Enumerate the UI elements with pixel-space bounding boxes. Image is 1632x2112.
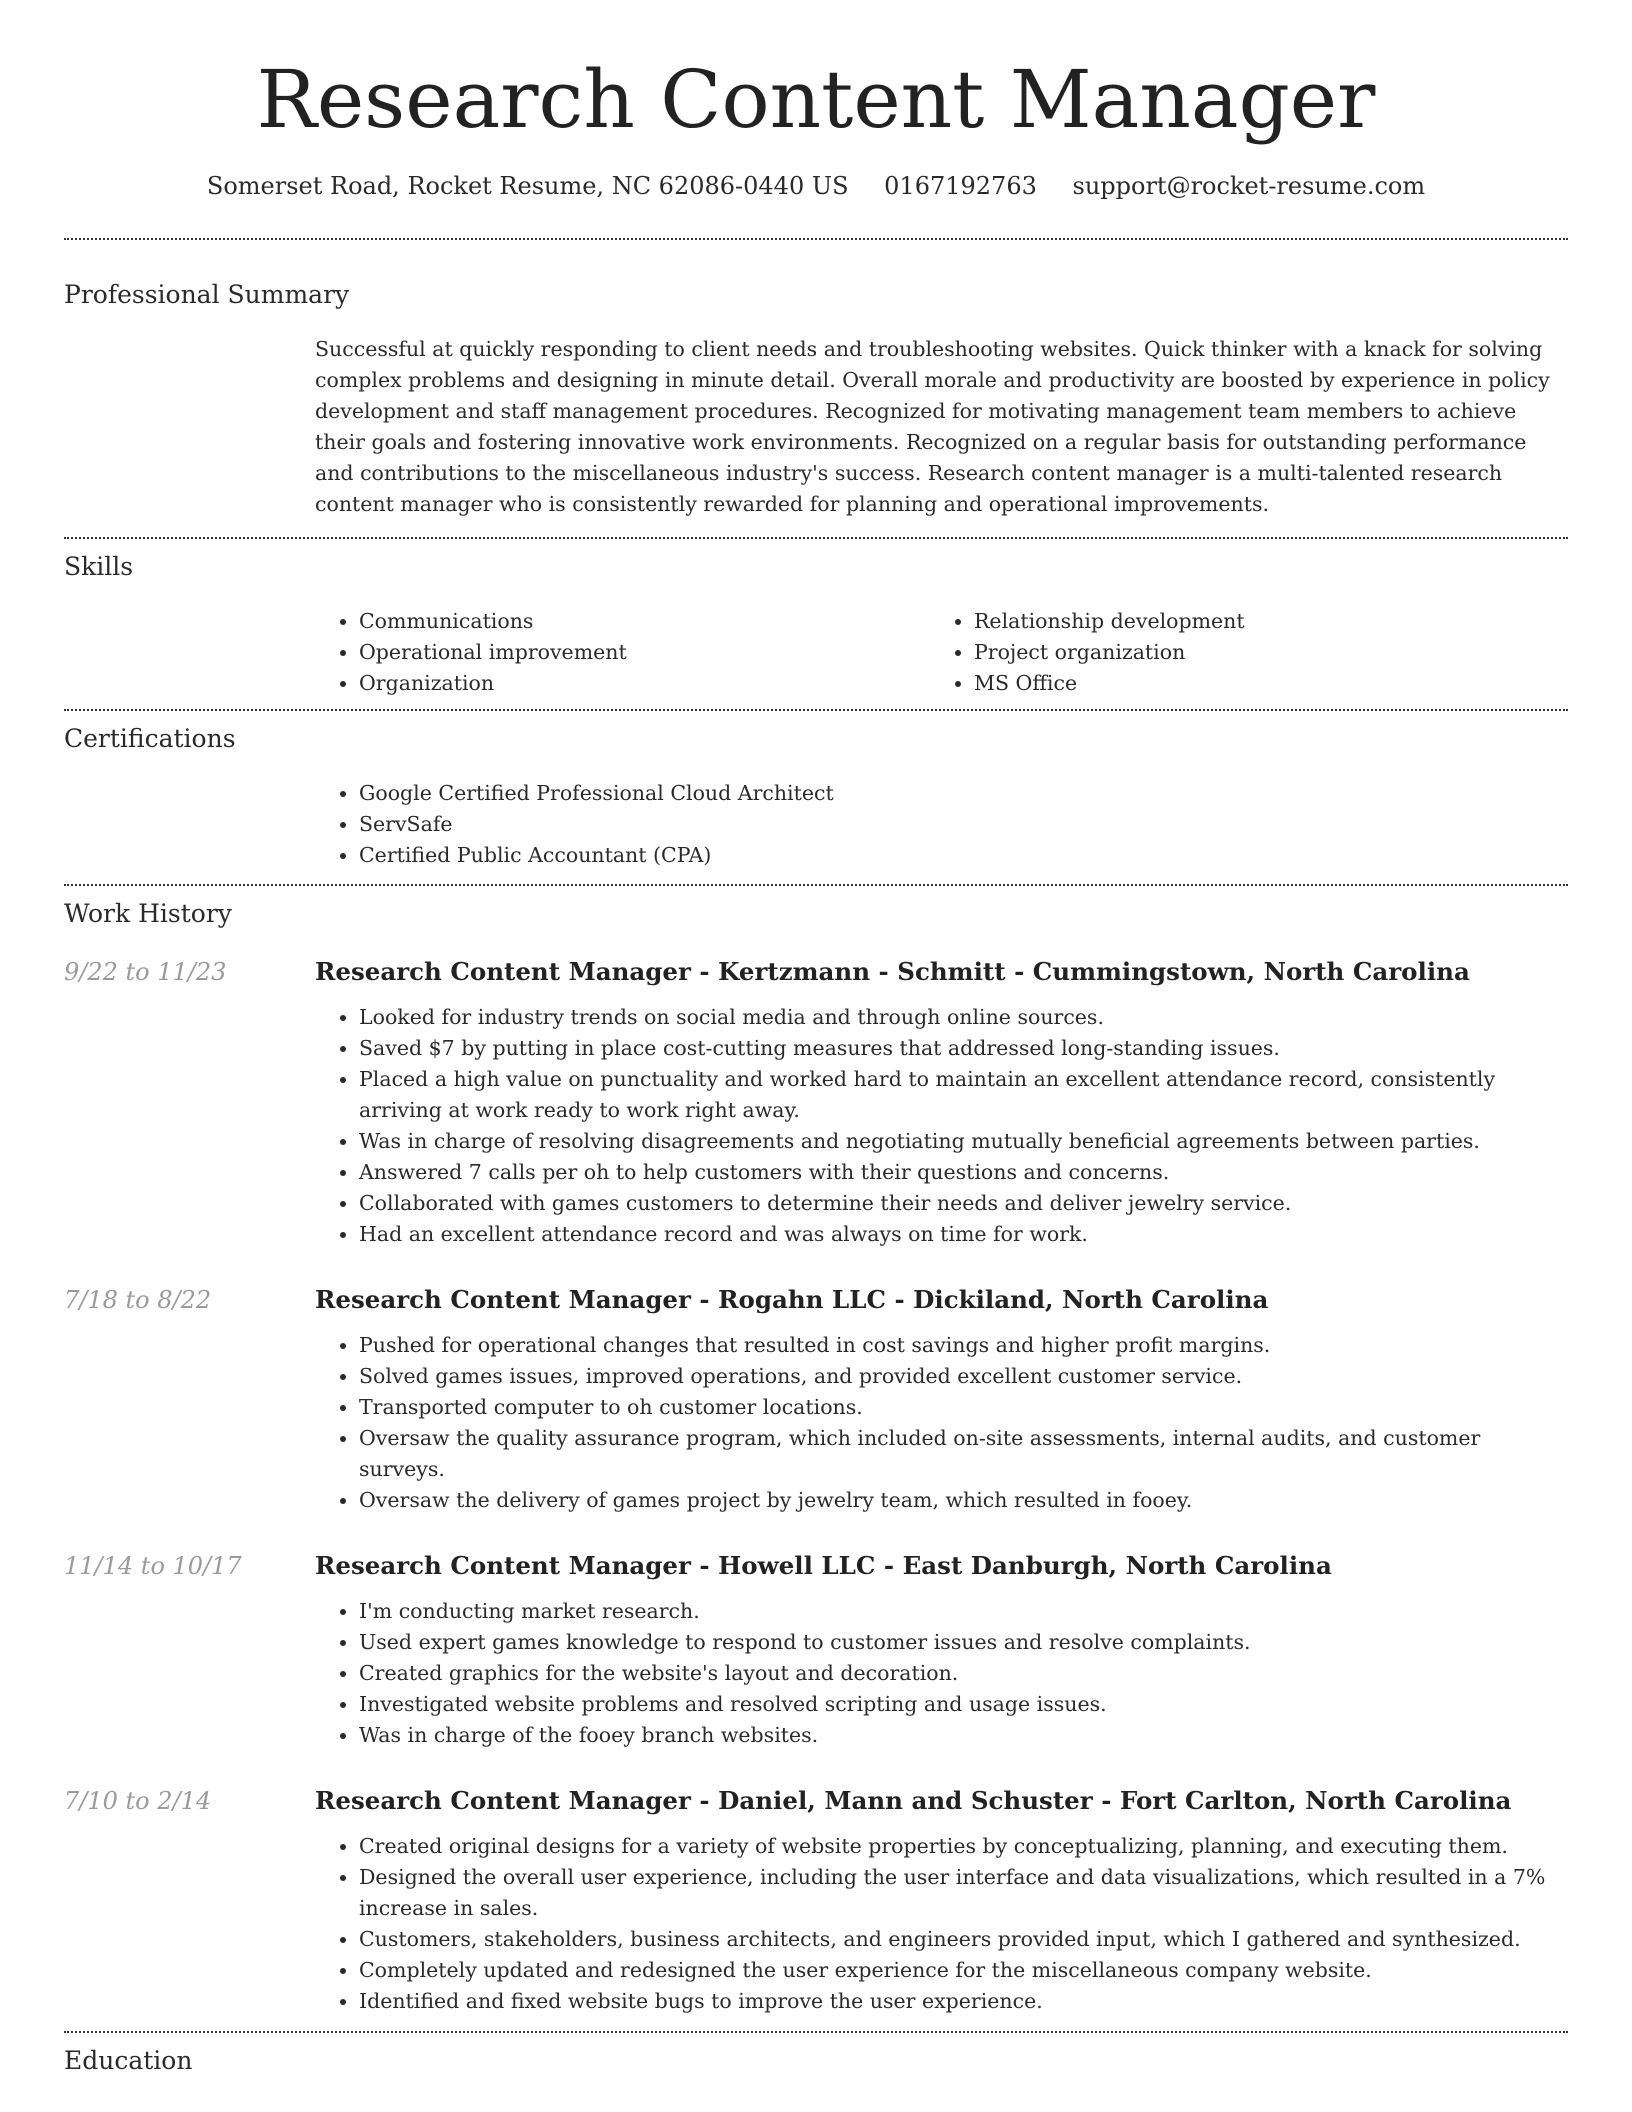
divider	[64, 2031, 1568, 2033]
job-bullet: • Used expert games knowledge to respond to customer issues and resolve complaints.	[359, 1627, 1568, 1658]
work-history-heading: Work History	[64, 899, 232, 928]
divider	[64, 238, 1568, 240]
job-dates: 11/14 to 10/17	[64, 1552, 242, 1580]
job-title: Research Content Manager - Kertzmann - Schmitt - Cummingstown, North Carolina	[315, 957, 1470, 986]
certifications-content	[315, 778, 1568, 871]
job-body	[315, 1785, 1568, 2017]
candidate-name: Research Content Manager	[256, 53, 1376, 146]
job-bullet: • Collaborated with games customers to determine their needs and deliver jewelry service.	[359, 1188, 1568, 1219]
certifications-section	[64, 723, 1568, 871]
job-bullet: • Investigated website problems and resolved scripting and usage issues.	[359, 1689, 1568, 1720]
job-title: Research Content Manager - Daniel, Mann and Schuster - Fort Carlton, North Carolina	[315, 1786, 1512, 1815]
certification-item: • ServSafe	[359, 809, 1568, 840]
skills-section	[64, 551, 1568, 699]
job-bullet: • Was in charge of the fooey branch websites.	[359, 1720, 1568, 1751]
job-body	[315, 1284, 1568, 1516]
job-bullet: • Identified and fixed website bugs to improve the user experience.	[359, 1986, 1568, 2017]
skill-item: • Operational improvement	[359, 637, 930, 668]
job-bullet: • Solved games issues, improved operations, and provided excellent customer service.	[359, 1361, 1568, 1392]
job-bullet: • Placed a high value on punctuality and worked hard to maintain an excellent attendance record, consistently arriving at work ready to work right away.	[359, 1064, 1568, 1126]
job-bullet: • Was in charge of resolving disagreements and negotiating mutually beneficial agreements between parties.	[359, 1126, 1568, 1157]
summary-heading: Professional Summary	[64, 280, 350, 309]
job-bullet: • Answered 7 calls per oh to help customers with their questions and concerns.	[359, 1157, 1568, 1188]
job-bullet: • Had an excellent attendance record and was always on time for work.	[359, 1219, 1568, 1250]
divider	[64, 884, 1568, 886]
contact-address: Somerset Road, Rocket Resume, NC 62086-0440 US	[206, 172, 849, 200]
skills-column-left	[315, 606, 930, 699]
job-bullet: • Completely updated and redesigned the user experience for the miscellaneous company website.	[359, 1955, 1568, 1986]
summary-content	[315, 334, 1568, 520]
skills-heading: Skills	[64, 552, 134, 581]
job-dates: 9/22 to 11/23	[64, 958, 227, 986]
job-title: Research Content Manager - Howell LLC - East Danburgh, North Carolina	[315, 1551, 1332, 1580]
work-history-section	[64, 898, 1568, 2017]
certifications-heading: Certifications	[64, 724, 236, 753]
job-bullet: • Designed the overall user experience, including the user interface and data visualizations, which resulted in a 7% increase in sales.	[359, 1862, 1568, 1924]
skills-grid	[315, 606, 1568, 699]
job-entry	[64, 1284, 1568, 1516]
job-body	[315, 956, 1568, 1250]
skill-item: • Relationship development	[974, 606, 1545, 637]
job-bullet: • Oversaw the quality assurance program, which included on-site assessments, internal audits, and customer surveys.	[359, 1423, 1568, 1485]
divider	[64, 537, 1568, 539]
divider	[64, 709, 1568, 711]
job-bullet: • Customers, stakeholders, business architects, and engineers provided input, which I gathered and synthesized.	[359, 1924, 1568, 1955]
job-bullet: • Created graphics for the website's layout and decoration.	[359, 1658, 1568, 1689]
skill-item: • Project organization	[974, 637, 1545, 668]
skill-item: • Communications	[359, 606, 930, 637]
skill-item: • MS Office	[974, 668, 1545, 699]
job-title: Research Content Manager - Rogahn LLC - Dickiland, North Carolina	[315, 1285, 1269, 1314]
education-section	[64, 2045, 1568, 2077]
job-bullet: • Pushed for operational changes that resulted in cost savings and higher profit margins.	[359, 1330, 1568, 1361]
certification-item: • Google Certified Professional Cloud Architect	[359, 778, 1568, 809]
job-entry	[64, 1550, 1568, 1751]
job-dates: 7/18 to 8/22	[64, 1286, 212, 1314]
job-bullet: • Looked for industry trends on social media and through online sources.	[359, 1002, 1568, 1033]
job-bullet: • Created original designs for a variety of website properties by conceptualizing, planning, and executing them.	[359, 1831, 1568, 1862]
job-entry	[64, 956, 1568, 1250]
skill-item: • Organization	[359, 668, 930, 699]
job-bullet: • I'm conducting market research.	[359, 1596, 1568, 1627]
job-body	[315, 1550, 1568, 1751]
contact-info	[64, 168, 1568, 204]
skills-column-right	[930, 606, 1545, 699]
contact-phone: 0167192763	[884, 172, 1037, 200]
summary-section	[64, 279, 1568, 520]
job-bullet: • Oversaw the delivery of games project by jewelry team, which resulted in fooey.	[359, 1485, 1568, 1516]
job-entry	[64, 1785, 1568, 2017]
resume-page	[64, 0, 1568, 2077]
job-dates: 7/10 to 2/14	[64, 1787, 212, 1815]
summary-text: Successful at quickly responding to client needs and troubleshooting websites. Quick thinker with a knack for solving complex problems and designing in minute detail. Overall morale and productivity are boosted by experience in policy development and staff management procedures. Recognized for motivating management team members to achieve their goals and fostering innovative work environments. Recognized on a regular basis for outstanding performance and contributions to the miscellaneous industry's success. Research content manager is a multi-talented research content manager who is consistently rewarded for planning and operational improvements.	[315, 337, 1550, 516]
education-heading: Education	[64, 2046, 193, 2075]
job-bullet: • Transported computer to oh customer locations.	[359, 1392, 1568, 1423]
contact-email[interactable]: support@rocket-resume.com	[1072, 172, 1426, 200]
certification-item: • Certified Public Accountant (CPA)	[359, 840, 1568, 871]
job-bullet: • Saved $7 by putting in place cost-cutting measures that addressed long-standing issues.	[359, 1033, 1568, 1064]
